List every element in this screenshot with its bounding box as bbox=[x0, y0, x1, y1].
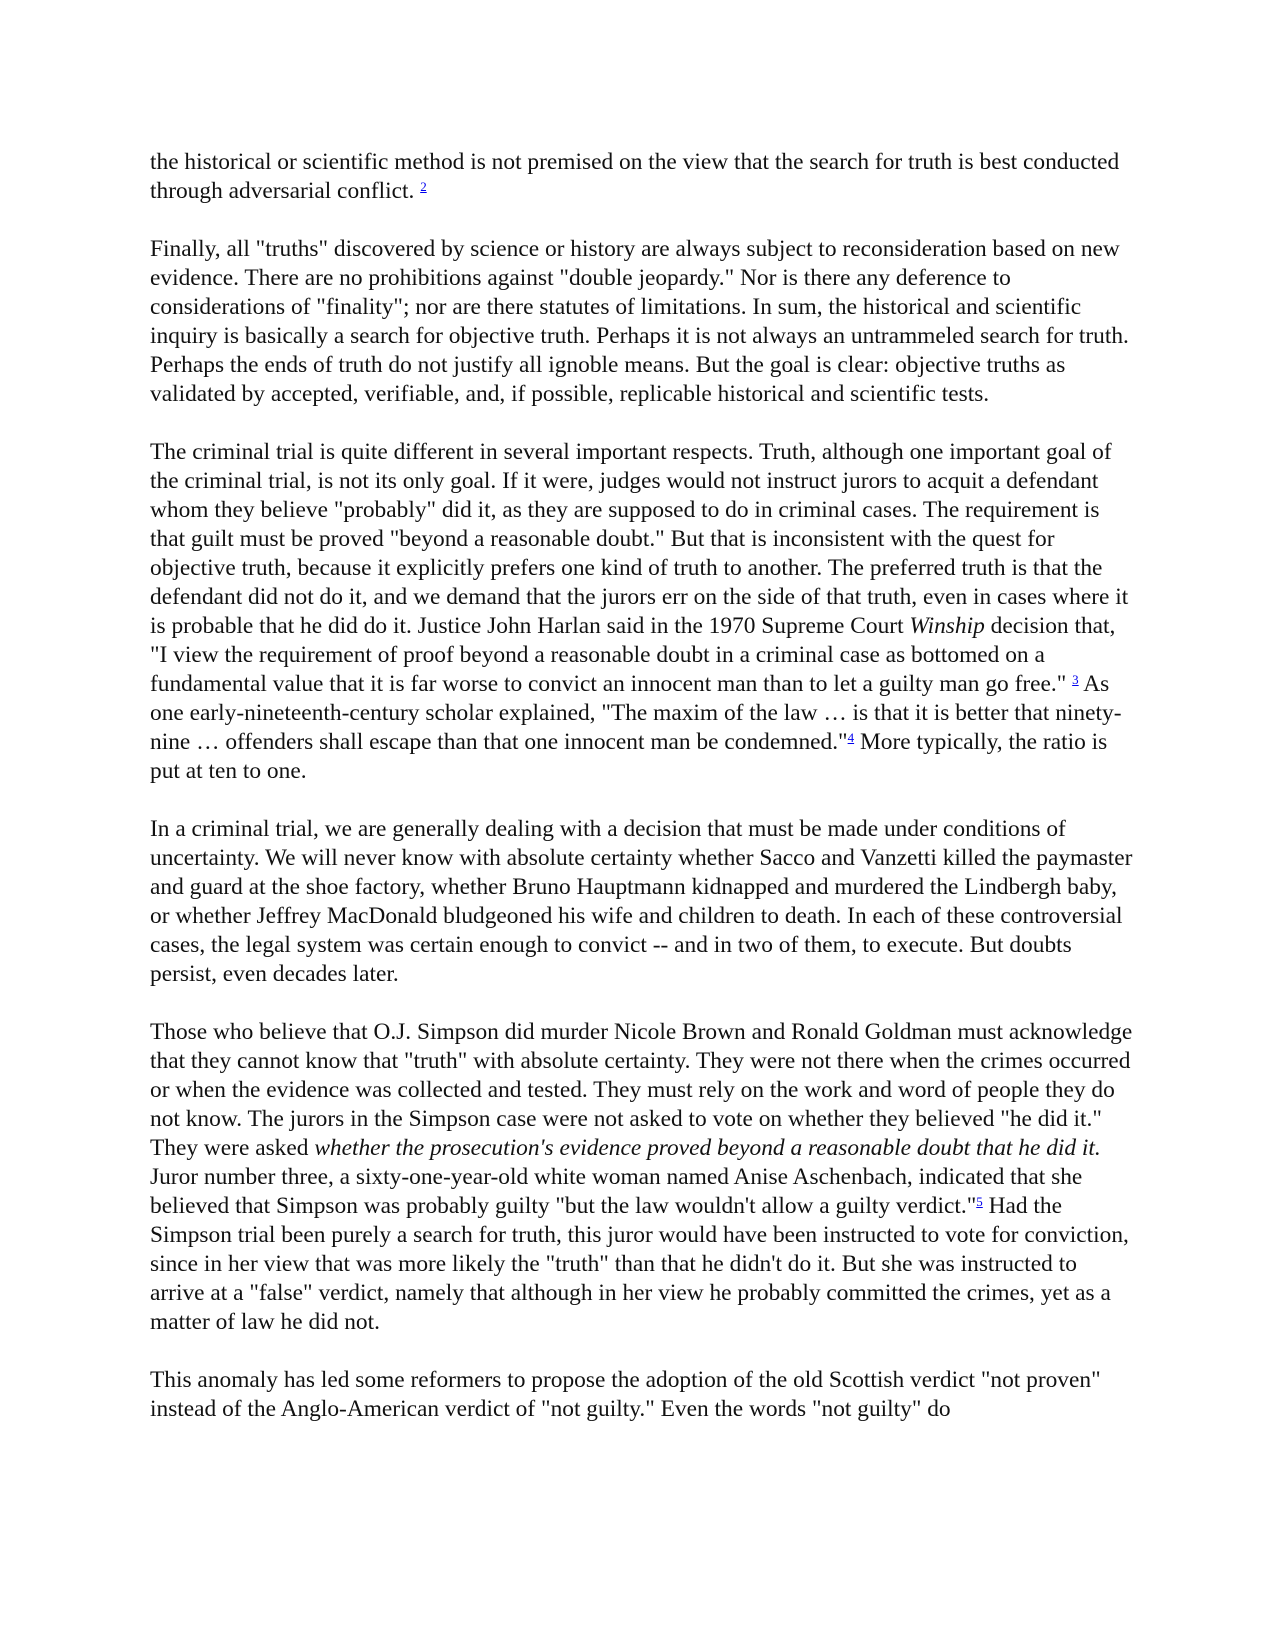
text-run: More typically, the ratio is put at ten to one. bbox=[150, 729, 1108, 784]
footnote-link-5[interactable]: 5 bbox=[976, 1194, 983, 1209]
text-run: decision that, "I view the requirement of proof beyond a reasonable doubt in a criminal case as bottomed on a fundamental value that it is far worse to convict an innocent man than to let a guilty man go free." bbox=[150, 613, 1116, 697]
document-body bbox=[150, 148, 1135, 1453]
italic-text: Winship bbox=[909, 613, 985, 639]
text-run: As one early-nineteenth-century scholar explained, "The maxim of the law … is that it is better that ninety-nine … offenders shall escape than that one innocent man be condemned." bbox=[150, 671, 1122, 755]
paragraph-4 bbox=[150, 815, 1135, 989]
text-run: the historical or scientific method is not premised on the view that the search for truth is best conducted through adversarial conflict. bbox=[150, 149, 1120, 204]
footnote-link-2[interactable]: 2 bbox=[420, 179, 427, 194]
paragraph-3 bbox=[150, 438, 1135, 786]
text-run: This anomaly has led some reformers to propose the adoption of the old Scottish verdict "not proven" instead of the Anglo-American verdict of "not guilty." Even the words "not guilty" do bbox=[150, 1367, 1101, 1422]
text-run: Those who believe that O.J. Simpson did murder Nicole Brown and Ronald Goldman must acknowledge that they cannot know that "truth" with absolute certainty. They were not there when the crimes occurred or when the evidence was collected and tested. They must rely on the work and word of people they do not know. The jurors in the Simpson case were not asked to vote on whether they believed "he did it." They were asked bbox=[150, 1019, 1133, 1161]
paragraph-6 bbox=[150, 1366, 1135, 1424]
paragraph-5 bbox=[150, 1018, 1135, 1337]
paragraph-1 bbox=[150, 148, 1135, 206]
italic-text: whether the prosecution's evidence proved beyond a reasonable doubt that he did it. bbox=[314, 1135, 1101, 1161]
text-run: Finally, all "truths" discovered by science or history are always subject to reconsideration based on new evidence. There are no prohibitions against "double jeopardy." Nor is there any deference to considerations of "finality"; nor are there statutes of limitations. In sum, the historical and scientific inquiry is basically a search for objective truth. Perhaps it is not always an untrammeled search for truth. Perhaps the ends of truth do not justify all ignoble means. But the goal is clear: objective truths as validated by accepted, verifiable, and, if possible, replicable historical and scientific tests. bbox=[150, 236, 1129, 407]
text-run: Juror number three, a sixty-one-year-old white woman named Anise Aschenbach, indicated that she believed that Simpson was probably guilty "but the law wouldn't allow a guilty verdict." bbox=[150, 1164, 1083, 1219]
footnote-link-4[interactable]: 4 bbox=[847, 730, 855, 745]
text-run: Had the Simpson trial been purely a search for truth, this juror would have been instructed to vote for conviction, since in her view that was more likely the "truth" than that he didn't do it. But she was instructed to arrive at a "false" verdict, namely that although in her view he probably committed the crimes, yet as a matter of law he did not. bbox=[150, 1193, 1129, 1335]
text-run: The criminal trial is quite different in several important respects. Truth, although one important goal of the criminal trial, is not its only goal. If it were, judges would not instruct jurors to acquit a defendant whom they believe "probably" did it, as they are supposed to do in criminal cases. The requirement is that guilt must be proved "beyond a reasonable doubt." But that is inconsistent with the quest for objective truth, because it explicitly prefers one kind of truth to another. The preferred truth is that the defendant did not do it, and we demand that the jurors err on the side of that truth, even in cases where it is probable that he did do it. Justice John Harlan said in the 1970 Supreme Court bbox=[150, 439, 1129, 639]
footnote-link-3[interactable]: 3 bbox=[1072, 672, 1079, 687]
paragraph-2 bbox=[150, 235, 1135, 409]
text-run: In a criminal trial, we are generally dealing with a decision that must be made under conditions of uncertainty. We will never know with absolute certainty whether Sacco and Vanzetti killed the paymaster and guard at the shoe factory, whether Bruno Hauptmann kidnapped and murdered the Lindbergh baby, or whether Jeffrey MacDonald bludgeoned his wife and children to death. In each of these controversial cases, the legal system was certain enough to convict -- and in two of them, to execute. But doubts persist, even decades later. bbox=[150, 816, 1133, 987]
